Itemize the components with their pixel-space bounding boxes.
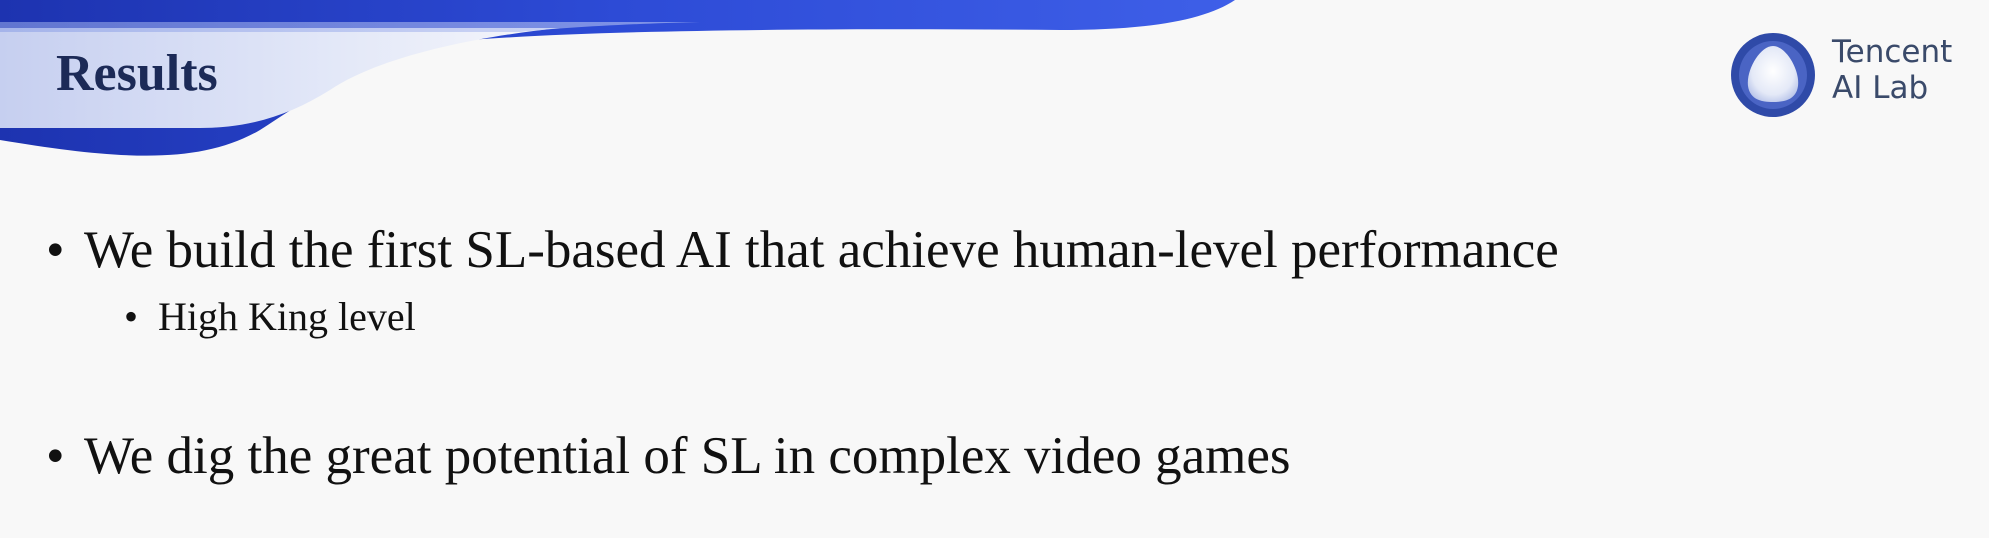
bullet-text: High King level: [158, 294, 416, 339]
bullet-text: We build the first SL-based AI that achieve human-level performance: [84, 221, 1559, 279]
bullet-dot: •: [46, 221, 65, 279]
logo-line-2: AI Lab: [1832, 70, 1929, 106]
sub-bullet-item: [124, 293, 416, 341]
bullet-dot: •: [46, 427, 65, 485]
bullet-item: [46, 218, 1559, 282]
slide-title: Results: [56, 45, 218, 102]
logo-line-1: Tencent: [1832, 34, 1953, 70]
bullet-dot: •: [124, 294, 139, 339]
bullet-item: [46, 424, 1291, 488]
bullet-text: We dig the great potential of SL in complex video games: [84, 427, 1291, 485]
